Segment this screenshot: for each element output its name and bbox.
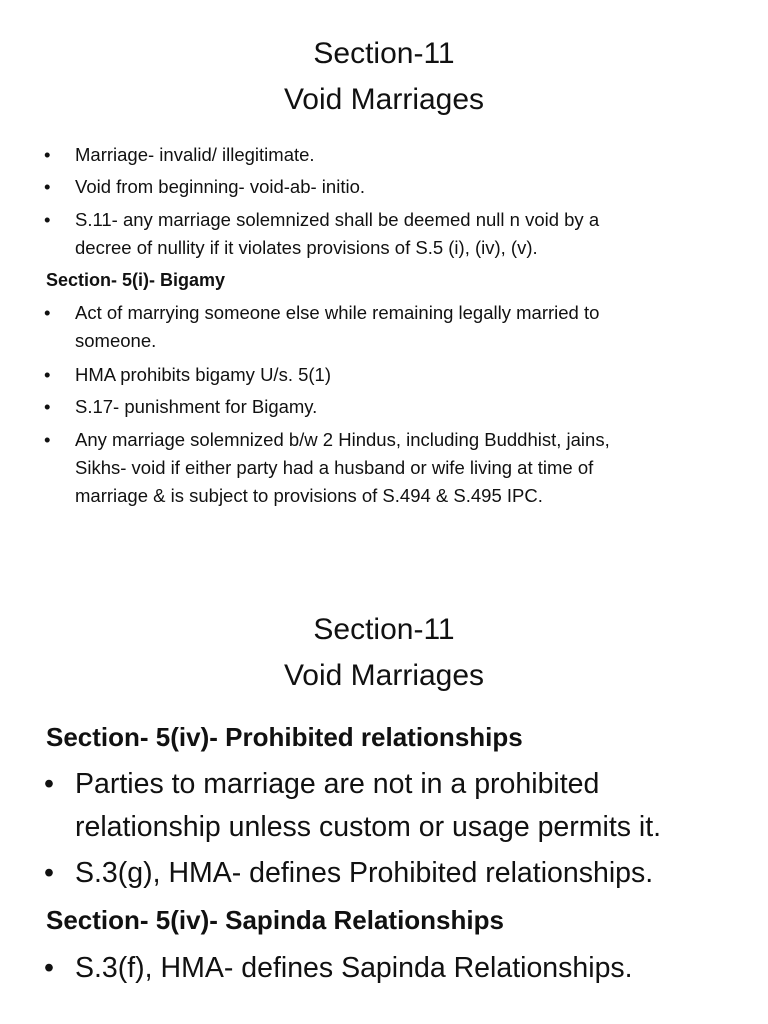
slide-title	[0, 31, 768, 123]
bullet-glyph: •	[44, 209, 51, 230]
bullet-text: Parties to marriage are not in a prohibited	[75, 768, 600, 800]
section-heading: Section- 5(iv)- Prohibited relationships	[46, 722, 523, 752]
bullet-text: Act of marrying someone else while remaining legally married to	[75, 302, 600, 323]
bullet-glyph: •	[44, 176, 51, 197]
title-line-2: Void Marriages	[283, 83, 485, 116]
bullet-text-cont: Sikhs- void if either party had a husband or wife living at time of	[75, 457, 594, 478]
bullet-text: Void from beginning- void-ab- initio.	[75, 176, 365, 197]
bullet-text: S.3(g), HMA- defines Prohibited relationships.	[75, 857, 654, 889]
bullet-glyph: •	[44, 364, 51, 385]
slide-title	[0, 607, 768, 699]
bullet-text: S.3(f), HMA- defines Sapinda Relationships.	[75, 952, 633, 984]
slide-2	[0, 590, 768, 1024]
title-line-1: Section-11	[313, 37, 455, 70]
section-subheading: Section- 5(i)- Bigamy	[46, 270, 226, 290]
bullet-glyph: •	[44, 429, 51, 450]
bullet-text: Any marriage solemnized b/w 2 Hindus, including Buddhist, jains,	[75, 429, 610, 450]
bullet-text-cont: decree of nullity if it violates provisions of S.5 (i), (iv), (v).	[75, 237, 538, 258]
bullet-text-cont: marriage & is subject to provisions of S.494 & S.495 IPC.	[75, 485, 543, 506]
bullet-glyph: •	[44, 144, 51, 165]
bullet-glyph: •	[44, 396, 51, 417]
bullet-glyph: •	[44, 857, 54, 889]
bullet-glyph: •	[44, 768, 54, 800]
bullet-text-cont: someone.	[75, 330, 157, 351]
bullet-text: S.17- punishment for Bigamy.	[75, 396, 318, 417]
bullet-glyph: •	[44, 952, 54, 984]
bullet-text: S.11- any marriage solemnized shall be deemed null n void by a	[75, 209, 600, 230]
bullet-glyph: •	[44, 302, 51, 323]
bullet-text: Marriage- invalid/ illegitimate.	[75, 144, 315, 165]
section-heading: Section- 5(iv)- Sapinda Relationships	[46, 905, 504, 935]
title-line-2: Void Marriages	[283, 659, 485, 692]
title-line-1: Section-11	[313, 613, 455, 646]
bullet-text: HMA prohibits bigamy U/s. 5(1)	[75, 364, 332, 385]
bullet-text-cont: relationship unless custom or usage permits it.	[75, 811, 662, 843]
